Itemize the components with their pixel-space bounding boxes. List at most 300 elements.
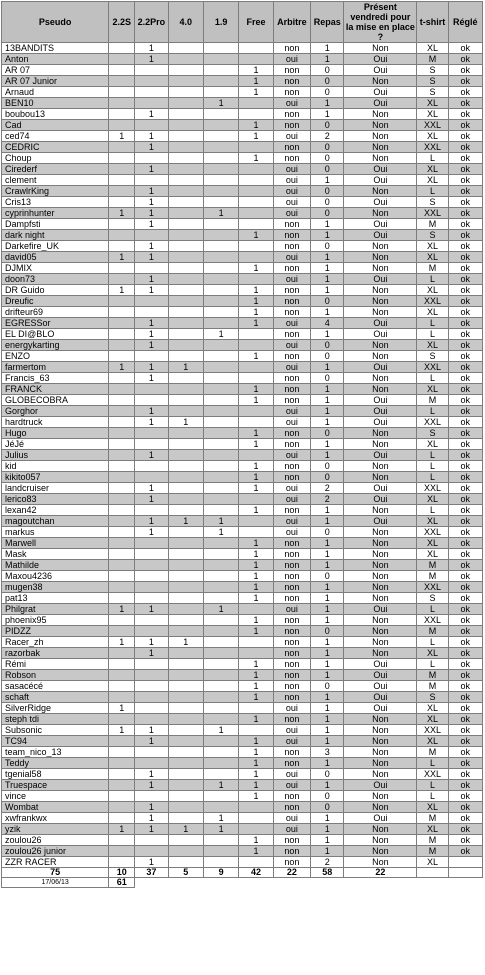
cell-22s [109,516,135,527]
cell-22s [109,483,135,494]
table-row [2,626,483,637]
cell-40 [168,351,203,362]
cell-22s [109,164,135,175]
total-present: 22 [344,868,417,878]
cell-free: 1 [239,846,273,857]
cell-free [239,527,273,538]
cell-40: 1 [168,824,203,835]
cell-pseudo: DR Guido [2,285,109,296]
table-row [2,362,483,373]
cell-tshirt: M [417,571,448,582]
total-22pro: 37 [135,868,168,878]
table-row [2,439,483,450]
cell-repas: 1 [311,439,344,450]
cell-regle: ok [448,560,482,571]
cell-regle: ok [448,351,482,362]
cell-present: Non [344,791,417,802]
cell-40 [168,472,203,483]
cell-free [239,241,273,252]
cell-regle: ok [448,769,482,780]
cell-tshirt: XL [417,824,448,835]
cell-present: Non [344,461,417,472]
cell-arbitre: non [273,758,310,769]
cell-pseudo: EGRESSor [2,318,109,329]
cell-regle: ok [448,428,482,439]
cell-tshirt: L [417,758,448,769]
cell-pseudo: GLOBECOBRA [2,395,109,406]
table-row [2,428,483,439]
table-row [2,571,483,582]
cell-free: 1 [239,285,273,296]
table-row [2,131,483,142]
cell-present: Oui [344,659,417,670]
footer-empty [135,878,168,888]
cell-pseudo: david05 [2,252,109,263]
cell-pseudo: phoenix95 [2,615,109,626]
footer-empty [344,878,417,888]
cell-tshirt: XXL [417,417,448,428]
cell-pseudo: farmertom [2,362,109,373]
cell-repas: 1 [311,824,344,835]
cell-19 [203,747,238,758]
table-row [2,153,483,164]
table-row [2,593,483,604]
cell-repas: 1 [311,560,344,571]
cell-tshirt: M [417,626,448,637]
cell-present: Non [344,428,417,439]
cell-pseudo: doon73 [2,274,109,285]
cell-present: Non [344,725,417,736]
cell-40 [168,87,203,98]
table-row [2,406,483,417]
cell-regle: ok [448,747,482,758]
cell-pseudo: zoulou26 [2,835,109,846]
cell-40 [168,373,203,384]
cell-repas: 0 [311,164,344,175]
cell-tshirt: XXL [417,362,448,373]
cell-22s [109,65,135,76]
cell-repas: 0 [311,769,344,780]
cell-present: Non [344,538,417,549]
cell-arbitre: non [273,153,310,164]
cell-40 [168,769,203,780]
cell-22pro: 1 [135,604,168,615]
cell-regle: ok [448,219,482,230]
cell-22s: 1 [109,252,135,263]
cell-present: Oui [344,692,417,703]
cell-regle: ok [448,362,482,373]
cell-repas: 1 [311,329,344,340]
cell-22pro [135,791,168,802]
cell-22pro: 1 [135,241,168,252]
table-row [2,736,483,747]
cell-22s [109,274,135,285]
cell-40 [168,703,203,714]
cell-repas: 1 [311,758,344,769]
cell-free [239,98,273,109]
cell-regle: ok [448,109,482,120]
cell-22pro [135,549,168,560]
cell-40 [168,505,203,516]
cell-22pro: 1 [135,494,168,505]
cell-19 [203,296,238,307]
cell-22pro: 1 [135,285,168,296]
table-row [2,307,483,318]
cell-22pro [135,626,168,637]
cell-22s [109,395,135,406]
cell-free [239,648,273,659]
cell-pseudo: lexan42 [2,505,109,516]
cell-40 [168,131,203,142]
cell-present: Non [344,527,417,538]
cell-22pro [135,659,168,670]
cell-present: Non [344,285,417,296]
cell-22pro [135,846,168,857]
cell-regle: ok [448,153,482,164]
cell-tshirt: XL [417,175,448,186]
cell-40 [168,384,203,395]
cell-22s [109,175,135,186]
cell-free: 1 [239,747,273,758]
cell-22pro [135,98,168,109]
cell-tshirt: L [417,461,448,472]
cell-22s [109,494,135,505]
cell-free [239,109,273,120]
footer-empty [168,878,203,888]
table-row [2,241,483,252]
cell-tshirt: XL [417,703,448,714]
cell-arbitre: oui [273,527,310,538]
cell-pseudo: DJMIX [2,263,109,274]
cell-pseudo: FRANCK [2,384,109,395]
cell-present: Non [344,351,417,362]
cell-22s: 1 [109,824,135,835]
cell-repas: 1 [311,604,344,615]
cell-present: Oui [344,274,417,285]
cell-40 [168,681,203,692]
table-row [2,175,483,186]
cell-tshirt: S [417,230,448,241]
table-row [2,318,483,329]
cell-22pro: 1 [135,769,168,780]
cell-repas: 1 [311,648,344,659]
cell-arbitre: non [273,670,310,681]
header-pseudo: Pseudo [2,2,109,43]
cell-arbitre: oui [273,417,310,428]
cell-40 [168,98,203,109]
cell-arbitre: oui [273,450,310,461]
cell-pseudo: ced74 [2,131,109,142]
cell-pseudo: steph tdi [2,714,109,725]
table-row [2,769,483,780]
cell-22pro [135,593,168,604]
cell-pseudo: Julius [2,450,109,461]
cell-arbitre: oui [273,406,310,417]
cell-22pro [135,175,168,186]
cell-arbitre: oui [273,208,310,219]
cell-22pro: 1 [135,186,168,197]
cell-present: Non [344,549,417,560]
cell-pseudo: Marwell [2,538,109,549]
cell-22s [109,109,135,120]
cell-22s [109,802,135,813]
cell-free [239,208,273,219]
cell-40 [168,428,203,439]
cell-free: 1 [239,692,273,703]
cell-22pro [135,351,168,362]
cell-regle: ok [448,318,482,329]
cell-tshirt: L [417,373,448,384]
cell-40 [168,780,203,791]
cell-present: Non [344,615,417,626]
cell-tshirt: M [417,681,448,692]
cell-19: 1 [203,98,238,109]
cell-40 [168,461,203,472]
cell-present: Non [344,43,417,54]
cell-22pro [135,582,168,593]
cell-regle: ok [448,87,482,98]
cell-40 [168,692,203,703]
cell-19 [203,318,238,329]
footer-row [2,878,483,888]
cell-19 [203,285,238,296]
cell-22s [109,780,135,791]
cell-regle: ok [448,395,482,406]
cell-repas: 1 [311,736,344,747]
cell-regle: ok [448,505,482,516]
cell-arbitre: oui [273,604,310,615]
cell-arbitre: oui [273,769,310,780]
cell-present: Oui [344,197,417,208]
cell-40 [168,670,203,681]
cell-22pro [135,384,168,395]
cell-tshirt: XL [417,98,448,109]
cell-free: 1 [239,87,273,98]
footer-empty [417,878,448,888]
cell-tshirt: XL [417,439,448,450]
cell-regle: ok [448,714,482,725]
header-present-vendredi: Présent vendredi pour la mise en place ? [345,2,415,42]
cell-40 [168,318,203,329]
table-row [2,527,483,538]
cell-tshirt: XXL [417,615,448,626]
cell-pseudo: markus [2,527,109,538]
cell-pseudo: Cirederf [2,164,109,175]
cell-22s [109,230,135,241]
cell-arbitre: non [273,87,310,98]
footer-empty [311,878,344,888]
cell-22pro [135,153,168,164]
cell-19 [203,164,238,175]
cell-22pro [135,571,168,582]
cell-free [239,142,273,153]
cell-19 [203,736,238,747]
cell-free: 1 [239,736,273,747]
cell-repas: 0 [311,142,344,153]
cell-regle: ok [448,263,482,274]
cell-tshirt: L [417,659,448,670]
cell-regle: ok [448,296,482,307]
cell-free: 1 [239,153,273,164]
table-row [2,54,483,65]
table-row [2,791,483,802]
cell-present: Non [344,373,417,384]
cell-regle: ok [448,802,482,813]
cell-free: 1 [239,538,273,549]
cell-free: 1 [239,549,273,560]
cell-tshirt: XL [417,164,448,175]
cell-repas: 1 [311,582,344,593]
cell-present: Oui [344,494,417,505]
cell-pseudo: cyprinhunter [2,208,109,219]
cell-regle: ok [448,340,482,351]
cell-22pro [135,505,168,516]
cell-tshirt: M [417,395,448,406]
cell-free [239,373,273,384]
cell-22s [109,626,135,637]
cell-regle: ok [448,846,482,857]
table-row [2,681,483,692]
table-footer [2,868,483,888]
table-row [2,373,483,384]
cell-22s [109,593,135,604]
cell-22pro: 1 [135,450,168,461]
cell-arbitre: oui [273,736,310,747]
cell-present: Non [344,769,417,780]
cell-40 [168,582,203,593]
table-row [2,538,483,549]
cell-regle: ok [448,758,482,769]
cell-regle: ok [448,329,482,340]
cell-arbitre: non [273,626,310,637]
cell-regle: ok [448,175,482,186]
cell-tshirt: M [417,747,448,758]
table-row [2,560,483,571]
table-row [2,296,483,307]
cell-22pro: 1 [135,527,168,538]
cell-22s [109,296,135,307]
cell-repas: 1 [311,725,344,736]
cell-tshirt: L [417,604,448,615]
cell-arbitre: oui [273,186,310,197]
table-row [2,637,483,648]
table-row [2,461,483,472]
cell-19 [203,406,238,417]
cell-19 [203,714,238,725]
cell-regle: ok [448,736,482,747]
cell-40 [168,307,203,318]
cell-22s [109,406,135,417]
cell-22pro [135,538,168,549]
cell-present: Non [344,857,417,868]
cell-19 [203,846,238,857]
cell-19 [203,571,238,582]
cell-pseudo: Wombat [2,802,109,813]
cell-tshirt: XL [417,538,448,549]
cell-arbitre: non [273,714,310,725]
cell-arbitre: non [273,329,310,340]
table-row [2,714,483,725]
cell-repas: 2 [311,483,344,494]
cell-repas: 0 [311,626,344,637]
table-row [2,450,483,461]
footer-empty [239,878,273,888]
cell-repas: 0 [311,571,344,582]
cell-pseudo: Robson [2,670,109,681]
cell-present: Oui [344,483,417,494]
cell-22s [109,670,135,681]
cell-22s [109,428,135,439]
cell-tshirt: M [417,813,448,824]
cell-22pro [135,395,168,406]
cell-40 [168,439,203,450]
cell-free: 1 [239,120,273,131]
cell-free: 1 [239,395,273,406]
cell-40 [168,659,203,670]
cell-arbitre: oui [273,362,310,373]
cell-free [239,703,273,714]
cell-pseudo: pat13 [2,593,109,604]
cell-repas: 1 [311,780,344,791]
cell-40 [168,736,203,747]
cell-regle: ok [448,604,482,615]
header-regle: Réglé [448,2,482,43]
cell-regle: ok [448,626,482,637]
cell-22pro: 1 [135,417,168,428]
total-22s: 10 [109,868,135,878]
table-row [2,208,483,219]
footer-empty [273,878,310,888]
cell-repas: 1 [311,549,344,560]
cell-repas: 0 [311,373,344,384]
cell-free [239,329,273,340]
cell-repas: 0 [311,208,344,219]
cell-free [239,274,273,285]
cell-tshirt: S [417,351,448,362]
cell-repas: 0 [311,241,344,252]
cell-40 [168,758,203,769]
table-row [2,780,483,791]
cell-regle [448,857,482,868]
cell-40 [168,846,203,857]
cell-22s: 1 [109,285,135,296]
footer-empty [448,878,482,888]
cell-40 [168,208,203,219]
cell-22s [109,835,135,846]
registration-table [1,1,483,888]
cell-tshirt: L [417,186,448,197]
cell-repas: 1 [311,516,344,527]
cell-repas: 0 [311,461,344,472]
cell-pseudo: JéJé [2,439,109,450]
cell-present: Oui [344,395,417,406]
cell-22s [109,527,135,538]
total-repas: 58 [311,868,344,878]
cell-22s [109,54,135,65]
cell-present: Non [344,714,417,725]
cell-repas: 4 [311,318,344,329]
cell-22s [109,340,135,351]
cell-tshirt: XXL [417,296,448,307]
cell-repas: 0 [311,197,344,208]
cell-regle: ok [448,780,482,791]
cell-tshirt: XXL [417,725,448,736]
cell-40: 1 [168,516,203,527]
cell-22pro [135,120,168,131]
cell-present: Oui [344,87,417,98]
cell-tshirt: XXL [417,208,448,219]
cell-40 [168,285,203,296]
